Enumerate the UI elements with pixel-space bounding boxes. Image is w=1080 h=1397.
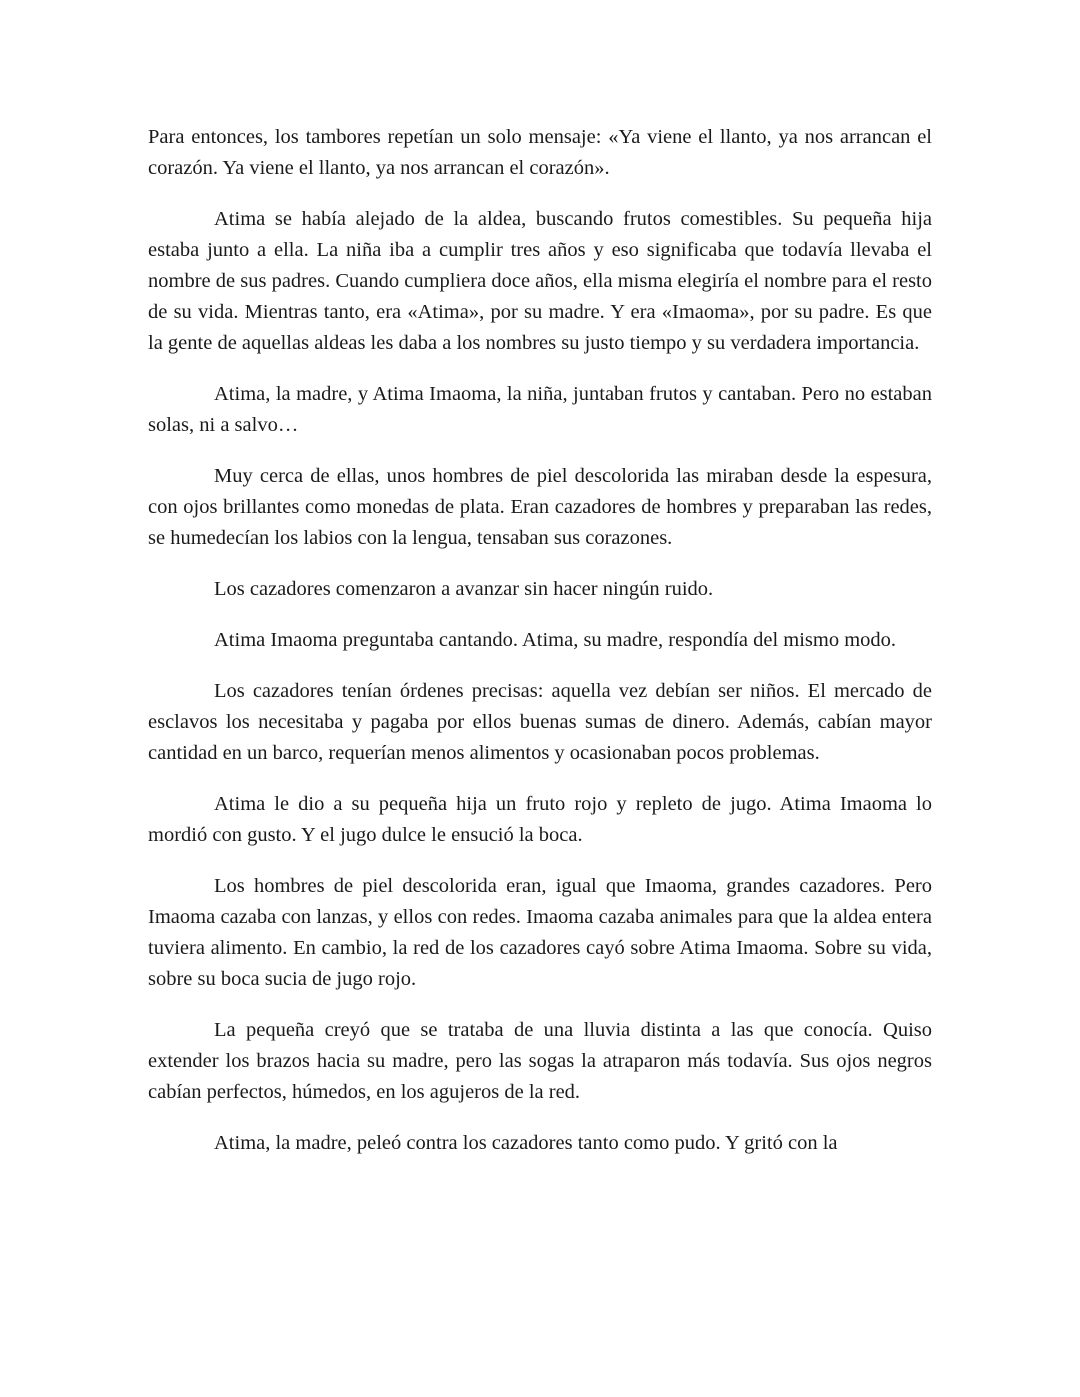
- paragraph: Atima se había alejado de la aldea, buscando frutos comestibles. Su pequeña hija estaba junto a ella. La niña iba a cumplir tres años y eso significaba que todavía llevaba el nombre de sus padres. Cuando cumpliera doce años, ella misma elegiría el nombre para el resto de su vida. Mientras tanto, era «Atima», por su madre. Y era «Imaoma», por su padre. Es que la gente de aquellas aldeas les daba a los nombres su justo tiempo y su verdadera importancia.: [148, 208, 932, 354]
- paragraph: Los hombres de piel descolorida eran, igual que Imaoma, grandes cazadores. Pero Imaoma cazaba con lanzas, y ellos con redes. Imaoma cazaba animales para que la aldea entera tuviera alimento. En cambio, la red de los cazadores cayó sobre Atima Imaoma. Sobre su vida, sobre su boca sucia de jugo rojo.: [148, 875, 932, 990]
- paragraph: La pequeña creyó que se trataba de una lluvia distinta a las que conocía. Quiso extender los brazos hacia su madre, pero las sogas la atraparon más todavía. Sus ojos negros cabían perfectos, húmedos, en los agujeros de la red.: [148, 1019, 932, 1103]
- paragraph: Atima le dio a su pequeña hija un fruto rojo y repleto de jugo. Atima Imaoma lo mordió con gusto. Y el jugo dulce le ensució la boca.: [148, 793, 932, 846]
- paragraph: Atima, la madre, peleó contra los cazadores tanto como pudo. Y gritó con la: [214, 1132, 838, 1154]
- paragraph: Para entonces, los tambores repetían un solo mensaje: «Ya viene el llanto, ya nos arrancan el corazón. Ya viene el llanto, ya nos arrancan el corazón».: [148, 126, 932, 179]
- paragraph: Atima, la madre, y Atima Imaoma, la niña, juntaban frutos y cantaban. Pero no estaban solas, ni a salvo…: [148, 383, 932, 436]
- paragraph: Los cazadores tenían órdenes precisas: aquella vez debían ser niños. El mercado de esclavos los necesitaba y pagaba por ellos buenas sumas de dinero. Además, cabían mayor cantidad en un barco, requerían menos alimentos y ocasionaban pocos problemas.: [148, 680, 932, 764]
- paragraph: Muy cerca de ellas, unos hombres de piel descolorida las miraban desde la espesura, con ojos brillantes como monedas de plata. Eran cazadores de hombres y preparaban las redes, se humedecían los labios con la lengua, tensaban sus corazones.: [148, 465, 932, 549]
- paragraph: Los cazadores comenzaron a avanzar sin hacer ningún ruido.: [214, 578, 714, 600]
- paragraph: Atima Imaoma preguntaba cantando. Atima, su madre, respondía del mismo modo.: [214, 629, 897, 651]
- text-column: [148, 122, 932, 1159]
